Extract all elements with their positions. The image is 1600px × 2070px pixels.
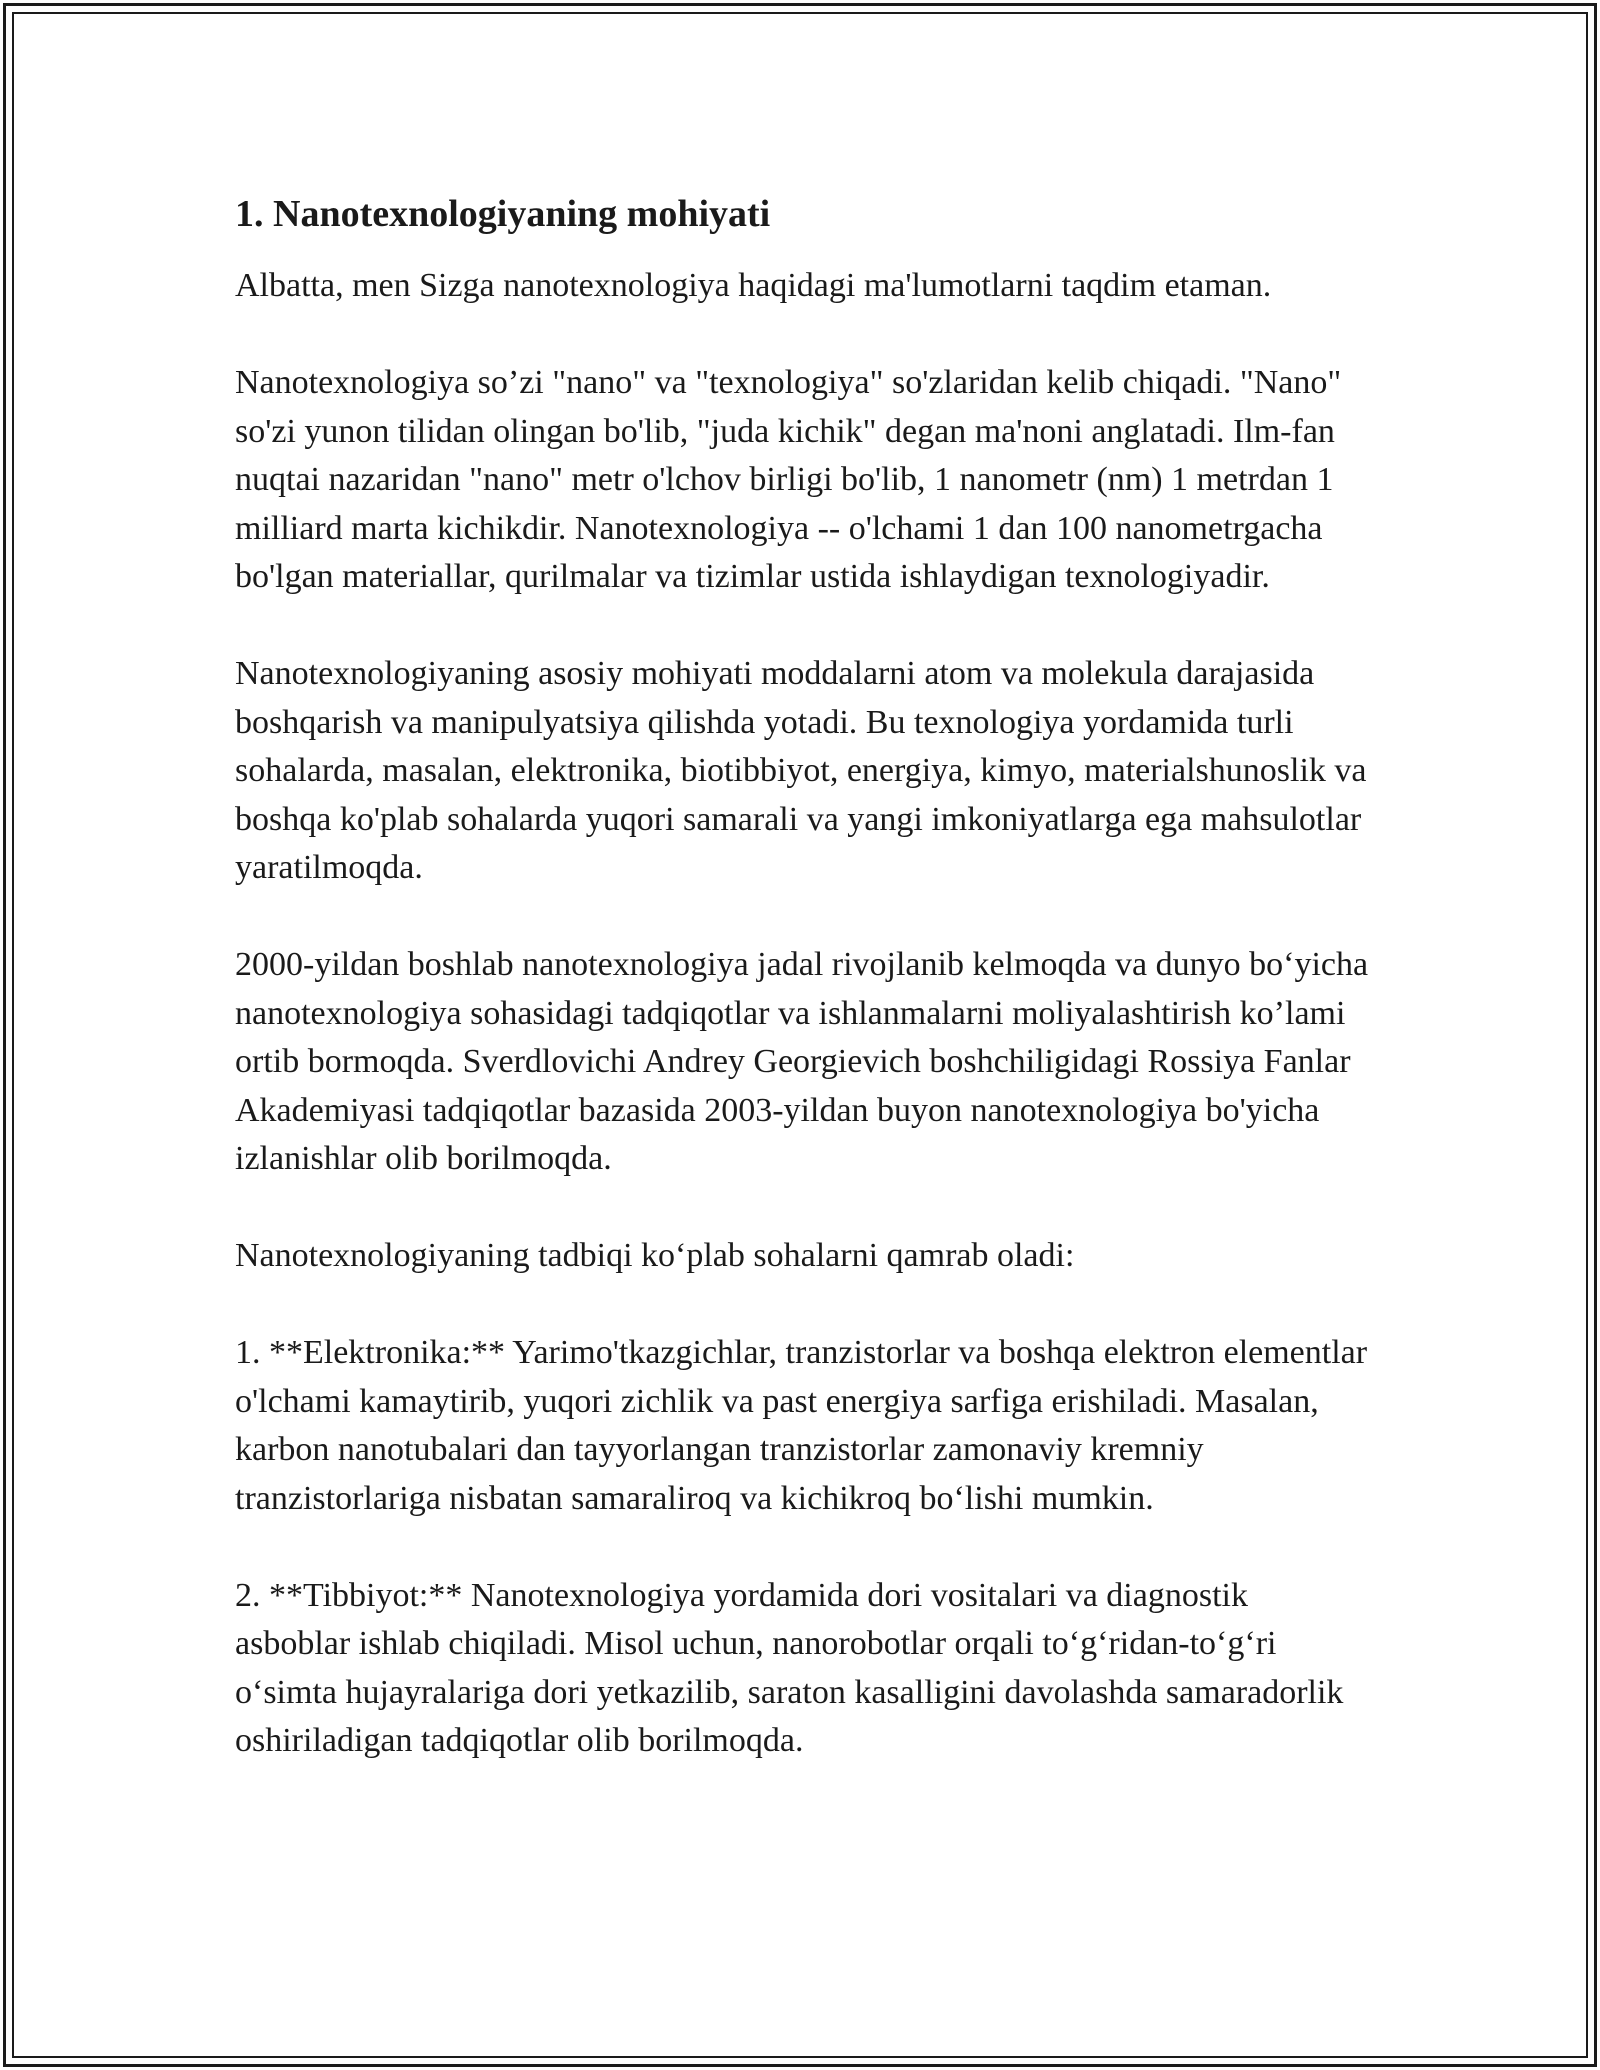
list-item-medicine: 2. **Tibbiyot:** Nanotexnologiya yordamida dori vositalari va diagnostik asboblar ishlab chiqiladi. Misol uchun, nanorobotlar orqali to‘g‘ridan-to‘g‘ri o‘simta hujayralariga dori yetkazilib, saraton kasalligini davolashda samaradorlik oshiriladigan tadqiqotlar olib borilmoqda. (235, 1576, 1344, 1759)
list-item-electronics: 1. **Elektronika:** Yarimo'tkazgichlar, tranzistorlar va boshqa elektron elementlar o'lchami kamaytirib, yuqori zichlik va past energiya sarfiga erishiladi. Masalan, karbon nanotubalari dan tayyorlangan tranzistorlar zamonaviy kremniy tranzistorlariga nisbatan samaraliroq va kichikroq bo‘lishi mumkin. (235, 1334, 1368, 1517)
history-paragraph: 2000-yildan boshlab nanotexnologiya jadal rivojlanib kelmoqda va dunyo bo‘yicha nanotexnologiya sohasidagi tadqiqotlar va ishlanmalarni moliyalashtirish ko’lami ortib bormoqda. Sverdlovichi Andrey Georgievich boshchiligidagi Rossiya Fanlar Akademiyasi tadqiqotlar bazasida 2003-yildan buyon nanotexnologiya bo'yicha izlanishlar olib borilmoqda. (235, 946, 1369, 1177)
essence-paragraph: Nanotexnologiyaning asosiy mohiyati moddalarni atom va molekula darajasida boshqarish va manipulyatsiya qilishda yotadi. Bu texnologiya yordamida turli sohalarda, masalan, elektronika, biotibbiyot, energiya, kimyo, materialshunoslik va boshqa ko'plab sohalarda yuqori samarali va yangi imkoniyatlarga ega mahsulotlar yaratilmoqda. (235, 655, 1367, 886)
definition-paragraph: Nanotexnologiya so’zi "nano" va "texnologiya" so'zlaridan kelib chiqadi. "Nano" so'zi yunon tilidan olingan bo'lib, "juda kichik" degan ma'noni anglatadi. Ilm-fan nuqtai nazaridan "nano" metr o'lchov birligi bo'lib, 1 nanometr (nm) 1 metrdan 1 milliard marta kichikdir. Nanotexnologiya -- o'lchami 1 dan 100 nanometrgacha bo'lgan materiallar, qurilmalar va tizimlar ustida ishlaydigan texnologiyadir. (235, 364, 1342, 595)
applications-intro-paragraph: Nanotexnologiyaning tadbiqi ko‘plab sohalarni qamrab oladi: (235, 1237, 1075, 1274)
intro-paragraph: Albatta, men Sizga nanotexnologiya haqidagi ma'lumotlarni taqdim etaman. (235, 267, 1272, 304)
section-heading: 1. Nanotexnologiyaning mohiyati (235, 193, 771, 235)
document-body (235, 186, 1370, 1814)
